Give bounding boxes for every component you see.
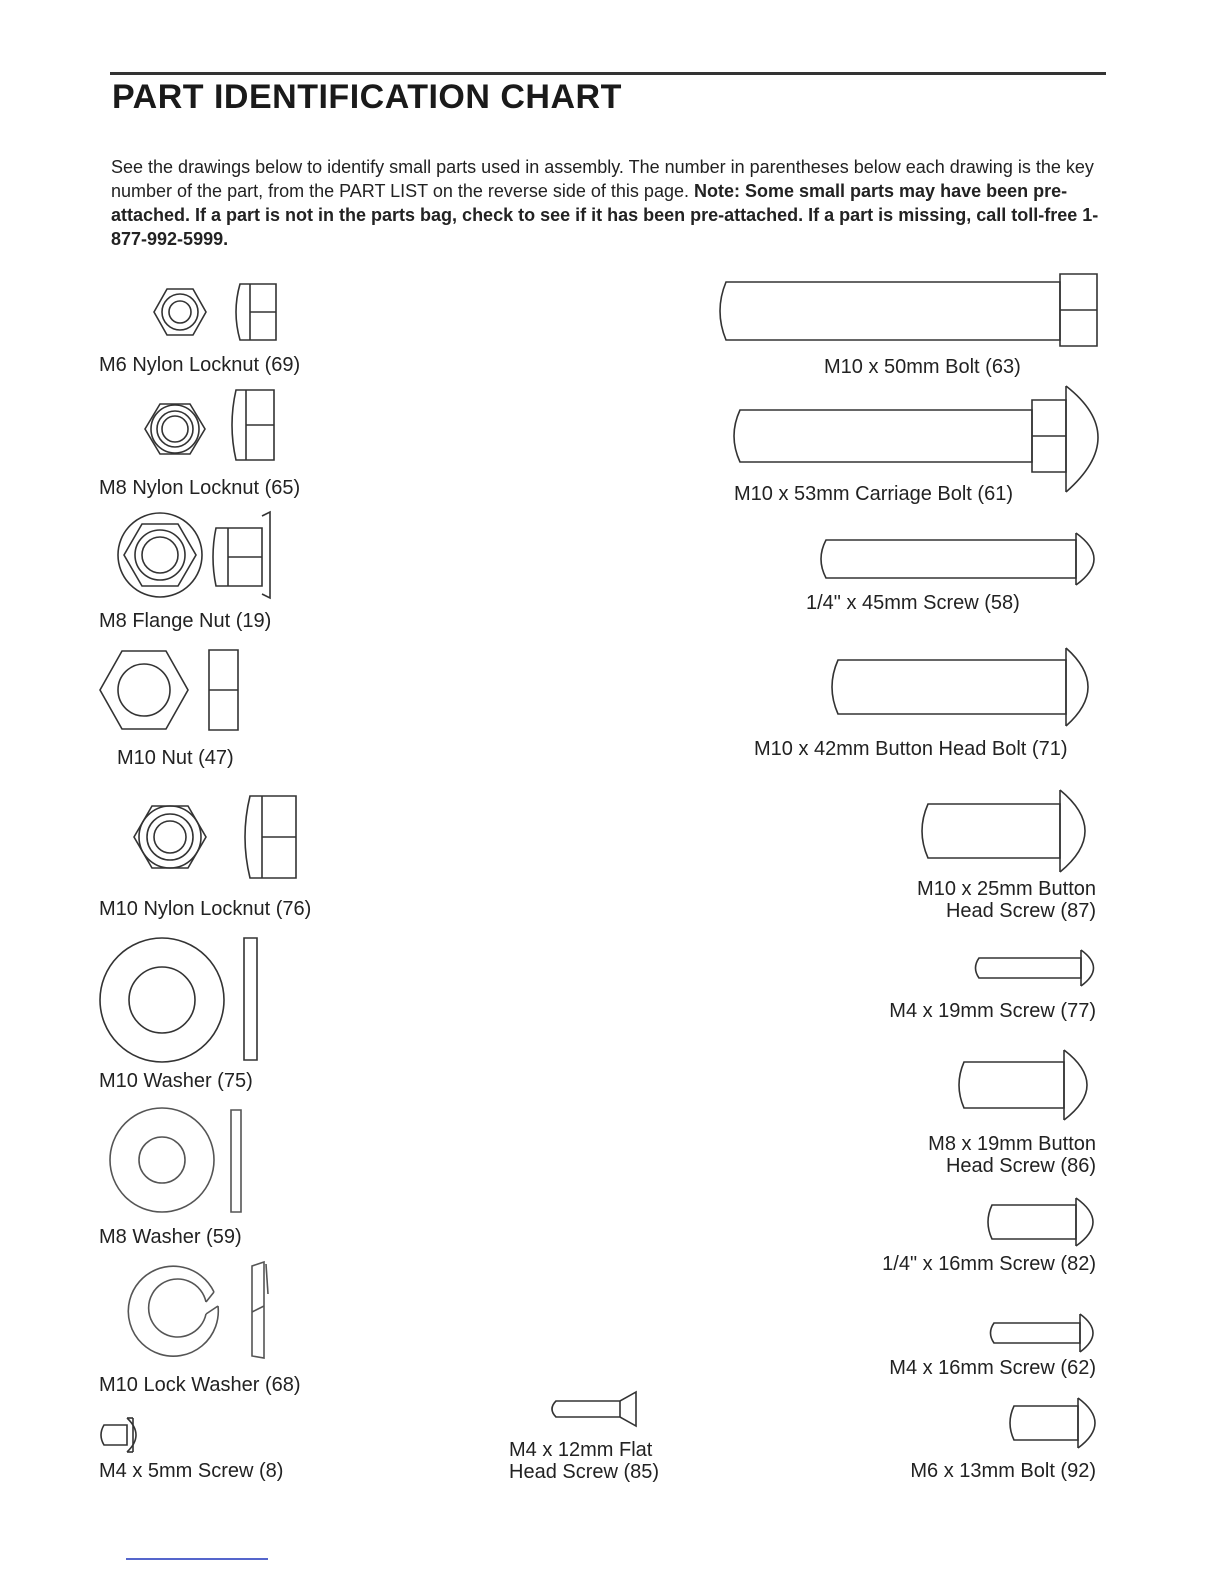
intro-text: See the drawings below to identify small parts used in assembly. The number in parentheses below each drawing is the key number of the part, from the PART LIST on the reverse side of this page. (111, 157, 1094, 201)
label-m6-nylon-locknut: M6 Nylon Locknut (69) (99, 354, 301, 376)
m10-nut-drawing (100, 650, 238, 730)
label-m10-25mm-button-head-screw-line2: Head Screw (87) (945, 900, 1096, 922)
m8-washer-drawing (110, 1108, 241, 1212)
footer-rule (126, 1558, 268, 1560)
label-m10-53mm-carriage-bolt: M10 x 53mm Carriage Bolt (61) (734, 483, 1013, 505)
m6-nylon-locknut-drawing (154, 284, 276, 340)
m4-5mm-screw-drawing (101, 1418, 136, 1452)
label-m4-5mm-screw: M4 x 5mm Screw (8) (99, 1460, 284, 1482)
label-m8-nylon-locknut: M8 Nylon Locknut (65) (99, 477, 301, 499)
m10-50mm-bolt-drawing (720, 274, 1097, 346)
label-quarter-45mm-screw: 1/4" x 45mm Screw (58) (806, 592, 1020, 614)
quarter-16mm-screw-drawing (988, 1198, 1093, 1246)
label-m8-washer: M8 Washer (59) (99, 1226, 242, 1248)
label-m8-flange-nut: M8 Flange Nut (19) (99, 610, 272, 632)
m4-19mm-screw-drawing (976, 950, 1094, 986)
quarter-45mm-screw-drawing (821, 533, 1094, 585)
m8-flange-nut-drawing (118, 512, 270, 598)
m6-13mm-bolt-drawing (1010, 1398, 1095, 1448)
m10-lock-washer-drawing (128, 1262, 268, 1358)
intro-note: Note: Some small parts may have been pre-attached. If a part is not in the parts bag, check to see if it has been pre-attached. If a part is missing, call toll-free 1-877-992-5999. (111, 181, 1099, 249)
page-title: PART IDENTIFICATION CHART (112, 78, 622, 116)
m10-nylon-locknut-drawing (134, 796, 296, 878)
m4-16mm-screw-drawing (991, 1314, 1094, 1352)
m8-19mm-button-head-screw-drawing (959, 1050, 1087, 1120)
label-quarter-16mm-screw: 1/4" x 16mm Screw (82) (882, 1253, 1096, 1275)
label-m8-19mm-button-head-screw-line2: Head Screw (86) (945, 1155, 1096, 1177)
label-m10-nut: M10 Nut (47) (117, 747, 234, 769)
m4-12mm-flat-head-screw-drawing (552, 1392, 636, 1426)
label-m8-19mm-button-head-screw-line1: M8 x 19mm Button (928, 1133, 1096, 1155)
label-m6-13mm-bolt: M6 x 13mm Bolt (92) (910, 1460, 1096, 1482)
label-m10-washer: M10 Washer (75) (99, 1070, 253, 1092)
label-m10-50mm-bolt: M10 x 50mm Bolt (63) (824, 356, 1021, 378)
label-m4-12mm-flat-head-screw-line2: Head Screw (85) (509, 1461, 660, 1483)
m10-42mm-button-head-bolt-drawing (832, 648, 1088, 726)
m10-washer-drawing (100, 938, 257, 1062)
label-m10-lock-washer: M10 Lock Washer (68) (99, 1374, 301, 1396)
m8-nylon-locknut-drawing (145, 390, 274, 460)
label-m10-42mm-button-head-bolt: M10 x 42mm Button Head Bolt (71) (754, 738, 1068, 760)
label-m4-19mm-screw: M4 x 19mm Screw (77) (889, 1000, 1096, 1022)
m10-53mm-carriage-bolt-drawing (734, 386, 1098, 492)
label-m4-16mm-screw: M4 x 16mm Screw (62) (889, 1357, 1096, 1379)
label-m10-nylon-locknut: M10 Nylon Locknut (76) (99, 898, 312, 920)
label-m4-12mm-flat-head-screw-line1: M4 x 12mm Flat (509, 1439, 653, 1461)
m10-25mm-button-head-screw-drawing (922, 790, 1085, 872)
label-m10-25mm-button-head-screw-line1: M10 x 25mm Button (917, 878, 1096, 900)
